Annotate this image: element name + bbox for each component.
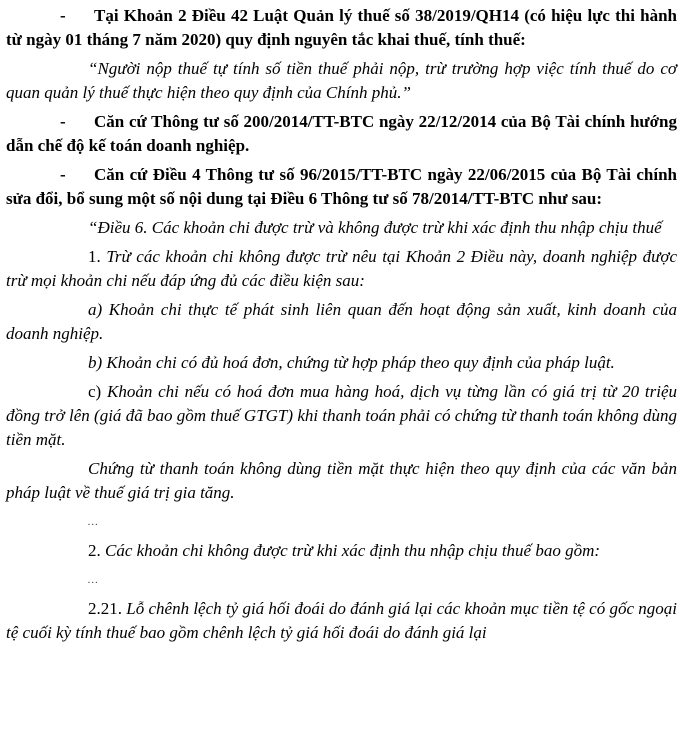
quote-clause-a: a) Khoản chi thực tế phát sinh liên quan đến hoạt động sản xuất, kinh doanh của doanh nghiệp. (6, 300, 677, 343)
bullet-dash: - (60, 112, 66, 131)
clause-text: Lỗ chênh lệch tỷ giá hối đoái do đánh giá lại các khoản mục tiền tệ có gốc ngoại tệ cuối kỳ tính thuế bao gồm chênh lệch tỷ giá hối đoái do đánh giá lại (6, 599, 677, 642)
quote-clause-2-21 (6, 597, 677, 645)
clause-text: Khoản chi nếu có hoá đơn mua hàng hoá, dịch vụ từng lần có giá trị từ 20 triệu đồng trở lên (giá đã bao gồm thuế GTGT) khi thanh toán phải có chứng từ thanh toán không dùng tiền mặt. (6, 382, 677, 449)
clause-text: Trừ các khoản chi không được trừ nêu tại Khoản 2 Điều này, doanh nghiệp được trừ mọi khoản chi nếu đáp ứng đủ các điều kiện sau: (6, 247, 677, 290)
quote-clause-b: b) Khoản chi có đủ hoá đơn, chứng từ hợp pháp theo quy định của pháp luật. (88, 353, 615, 372)
ellipsis-omission: … (88, 516, 98, 528)
quote-clause-2 (6, 539, 677, 563)
bullet-paragraph-thong-tu-96 (6, 163, 677, 211)
clause-text: Các khoản chi không được trừ khi xác định thu nhập chịu thuế bao gồm: (100, 541, 601, 560)
quote-dieu-6-heading: “Điều 6. Các khoản chi được trừ và không được trừ khi xác định thu nhập chịu thuế (88, 218, 662, 237)
quote-clause-1 (6, 245, 677, 293)
bullet-dash: - (60, 6, 66, 25)
quote-nguyen-tac-khai-thue: “Người nộp thuế tự tính số tiền thuế phải nộp, trừ trường hợp việc tính thuế do cơ quan quản lý thuế thực hiện theo quy định của Chính phủ.” (6, 59, 677, 102)
clause-number: 2.21. (88, 599, 122, 618)
quote-chung-tu-thanh-toan: Chứng từ thanh toán không dùng tiền mặt thực hiện theo quy định của các văn bản pháp luật về thuế giá trị gia tăng. (6, 459, 677, 502)
bullet-dash: - (60, 165, 66, 184)
bullet-text: Tại Khoản 2 Điều 42 Luật Quản lý thuế số 38/2019/QH14 (có hiệu lực thi hành từ ngày 01 tháng 7 năm 2020) quy định nguyên tắc khai thuế, tính thuế: (6, 6, 677, 49)
bullet-text: Căn cứ Thông tư số 200/2014/TT-BTC ngày 22/12/2014 của Bộ Tài chính hướng dẫn chế độ kế toán doanh nghiệp. (6, 112, 677, 155)
ellipsis-omission: … (88, 574, 98, 586)
clause-number: 2. (88, 541, 101, 560)
bullet-paragraph-luat-quan-ly-thue (6, 4, 677, 52)
clause-number: 1. (88, 247, 101, 266)
clause-number: c) (88, 382, 102, 401)
bullet-text: Căn cứ Điều 4 Thông tư số 96/2015/TT-BTC ngày 22/06/2015 của Bộ Tài chính sửa đổi, bổ sung một số nội dung tại Điều 6 Thông tư số 78/2014/TT-BTC như sau: (6, 165, 677, 208)
quote-clause-c (6, 380, 677, 452)
bullet-paragraph-thong-tu-200 (6, 110, 677, 158)
